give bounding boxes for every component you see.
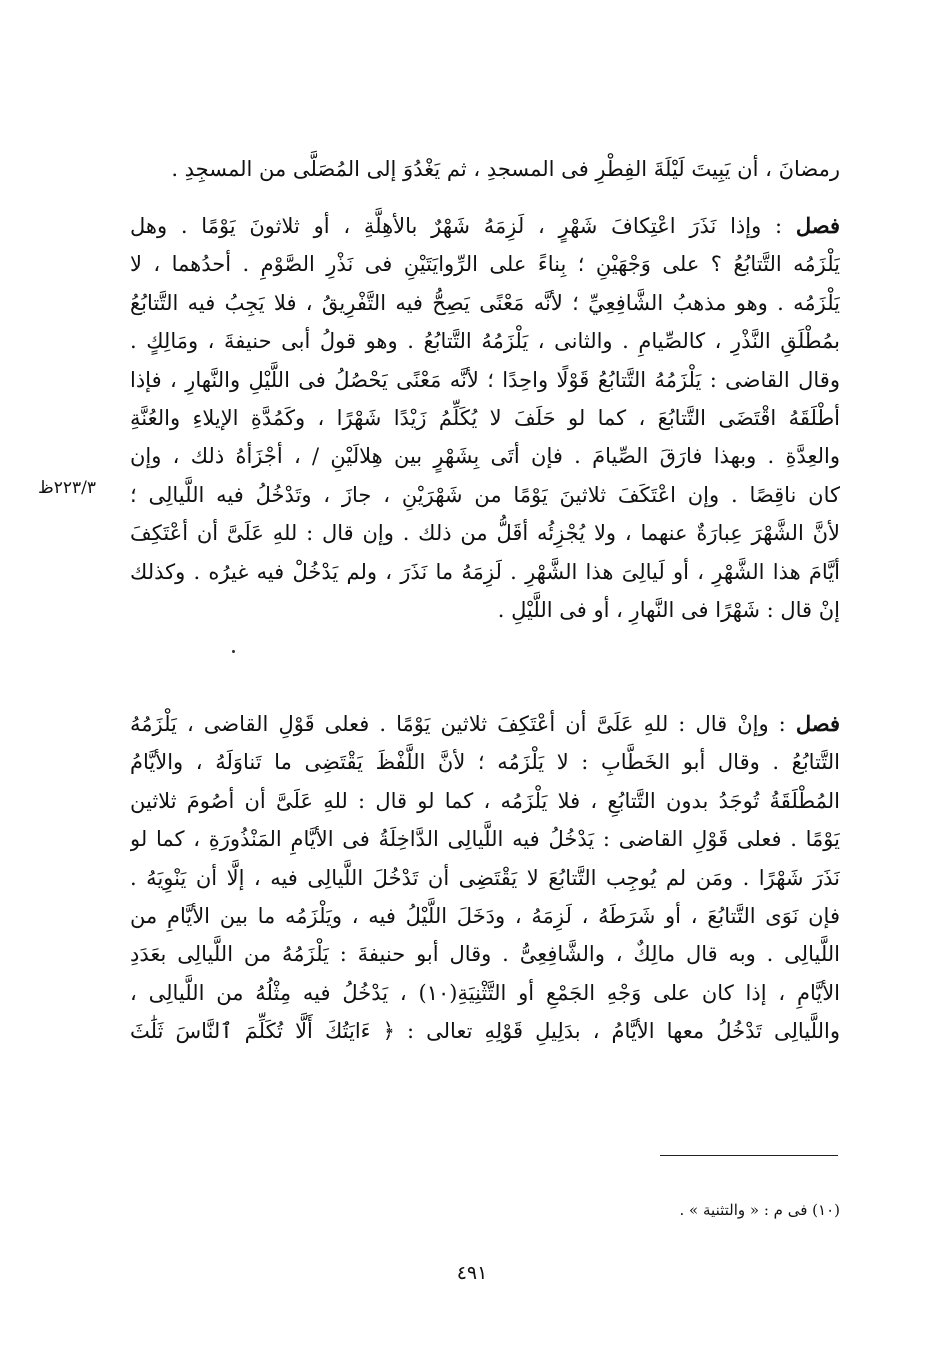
footnote-divider: [660, 1155, 838, 1156]
text-line: كان ناقِصًا . وإن اعْتَكَفَ ثلاثينَ يَوْمًا من شَهْرَيْنِ ، جازَ ، وتَدْخُلُ فيه اللَّيالِى ؛: [130, 482, 840, 507]
text-line: يَلْزَمُه . وهو مذهبُ الشَّافِعِيِّ ؛ لأنَّه مَعْنًى يَصِحُّ فيه التَّفْرِيقُ ، فلا يَجِبُ فيه التَّتابُعُ: [130, 290, 840, 315]
text-line: يَلْزَمُه التَّتابُعُ ؟ على وَجْهَيْنِ ؛ بِناءً على الرِّوايَتَيْنِ فى نَذْرِ الصَّوْمِ . أحدُهما ، لا: [130, 252, 840, 277]
page-number: ٤٩١: [456, 1262, 488, 1284]
text-line: أيَّامَ هذا الشَّهْرِ ، أو لَيالِىَ هذا الشَّهْرِ . لَزِمَهُ ما نَذَرَ ، ولم يَدْخُلْ فيه غيرُه . وكذلك: [130, 559, 840, 584]
text-line: رمضانَ ، أن يَبِيتَ لَيْلَةَ الفِطْرِ فى المسجدِ ، ثم يَغْدُوَ إلى المُصَلَّى من المسجِدِ .: [171, 157, 840, 181]
text-line: وقال القاضى : يَلْزَمُهُ التَّتابُعُ قَوْلًا واحِدًا ؛ لأنَّه مَعْنًى يَحْصُلُ فى اللَّيْلِ والنَّهارِ ، فإذا: [130, 367, 840, 392]
text-line: والعِدَّةِ . وبهذا فارَقَ الصِّيامَ . فإن أتَى بِشَهْرٍ بين هِلالَيْنِ / ، أجْزَأهُ ذلك ، وإن: [130, 444, 840, 469]
section-1: [130, 207, 840, 629]
text-line: بمُطْلَقِ النَّذْرِ ، كالصِّيامِ . والثانى ، يَلْزَمُهُ التَّتابُعُ . وهو قولُ أبى حنيفةَ ، ومَالِكٍ .: [130, 329, 840, 354]
text-line: إنْ قال : شَهْرًا فى النَّهارِ ، أو فى اللَّيْلِ .: [497, 597, 840, 622]
text-line: فصل : وإذا نَذَرَ اعْتِكافَ شَهْرٍ ، لَزِمَهُ شَهْرٌ بالأهِلَّةِ ، أو ثلاثونَ يَوْمًا . وهل: [130, 213, 840, 238]
section-2: [130, 705, 840, 1051]
text-line: لأنَّ الشَّهْرَ عِبارَةٌ عنهما ، ولا يُجْزِئُه أقَلُّ من ذلك . وإن قال : للهِ عَلَىَّ أن أعْتَكِفَ: [130, 521, 840, 546]
text-line: أطْلَقَهُ اقْتَضَى التَّتابُعَ ، كما لو حَلَفَ لا يُكَلِّمُ زَيْدًا شَهْرًا ، وكَمُدَّةِ الإيلاءِ والعُنَّةِ: [130, 405, 840, 430]
section-heading: فصل: [795, 711, 840, 736]
text-line: يَوْمًا . فعلى قَوْلِ القاضى : يَدْخُلُ فيه اللَّيالِى الدَّاخِلَةُ فى الأيَّامِ المَنْذُورَةِ ، كما لو: [130, 827, 840, 852]
text-line: اللَّيالِى . وبه قال مالِكٌ ، والشَّافِعِىُّ . وقال أبو حنيفةَ : يَلْزَمُهُ من اللَّيالِى بعَدَدِ: [130, 942, 840, 967]
opening-line: [130, 150, 840, 188]
text-line: فصل : وإنْ قال : للهِ عَلَىَّ أن أعْتَكِفَ ثلاثين يَوْمًا . فعلى قَوْلِ القاضى ، يَلْزَمُهُ: [130, 711, 840, 736]
text-line: الأيَّامِ ، إذا كان على وَجْهِ الجَمْعِ أو التَّثْنِيَةِ(١٠) ، يَدْخُلُ فيه مِثْلُهُ من اللَّيالِى ،: [130, 980, 840, 1005]
footnote: (١٠) فى م : « والتثنية » .: [679, 1201, 840, 1219]
scan-speck: [232, 650, 235, 653]
margin-manuscript-reference: ٢٢٣/٣ظ: [38, 478, 96, 498]
text-line: فإن نَوَى التَّتابُعَ ، أو شَرَطَهُ ، لَزِمَهُ ، ودَخَلَ اللَّيْلُ فيه ، ويَلْزَمُه ما بين الأيَّامِ من: [130, 903, 840, 928]
text-line: التَّتابُعُ . وقال أبو الخَطَّابِ : لا يَلْزَمُه ؛ لأنَّ اللَّفْظَ يَقْتَضِى ما تَناوَلَهُ ، والأيَّامُ: [130, 750, 840, 775]
section-heading: فصل: [795, 213, 840, 238]
text-line: المُطْلَقَةُ تُوجَدُ بدون التَّتابُعِ ، فلا يَلْزَمُه ، كما لو قال : للهِ عَلَىَّ أن أصُومَ ثلاثين: [130, 788, 840, 813]
text-line: نَذَرَ شَهْرًا . ومَن لم يُوجِب التَّتابُعَ لا يَقْتَضِى أن تَدْخُلَ اللَّيالِى فيه ، إلَّا أن يَنْوِيَهُ .: [130, 865, 840, 890]
text-line: واللَّيالِى تَدْخُلُ معها الأيَّامُ ، بدَلِيلِ قَوْلِهِ تعالى : ﴿ ءَايَتُكَ أَلَّا تُكَلِّمَ ٱلنَّاسَ ثَلَٰثَ: [130, 1019, 840, 1044]
